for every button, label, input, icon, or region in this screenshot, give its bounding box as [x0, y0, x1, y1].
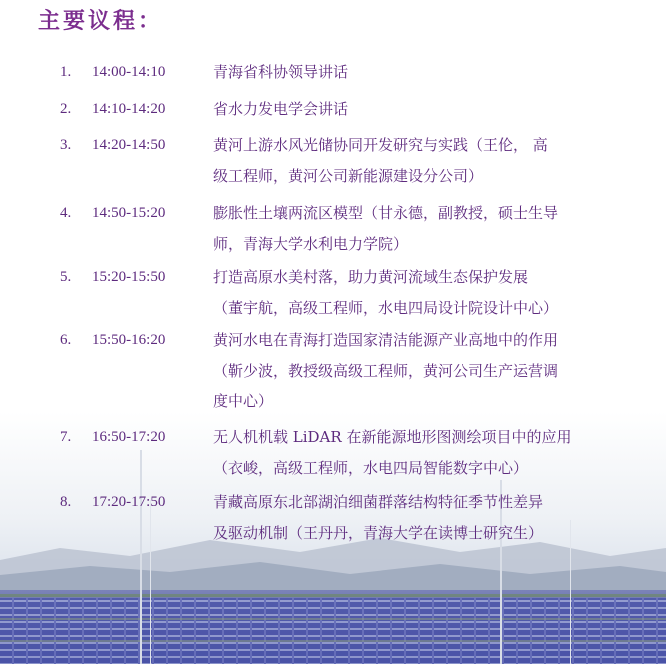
agenda-item-line: 省水力发电学会讲话 [213, 100, 349, 118]
agenda-item-time: 15:50-16:20 [92, 332, 166, 348]
agenda-item-line: 打造高原水美村落，助力黄河流域生态保护发展 [213, 268, 529, 286]
agenda-item-number: 5. [60, 269, 72, 285]
agenda-item-line: 黄河上游水风光储协同开发研究与实践（王伦， 高 [213, 136, 548, 154]
agenda-item-line: （衣峻，高级工程师，水电四局智能数字中心） [213, 459, 529, 477]
agenda-item-line: 及驱动机制（王丹丹，青海大学在读博士研究生） [213, 524, 544, 542]
agenda-item-line: 青藏高原东北部湖泊细菌群落结构特征季节性差异 [213, 493, 544, 511]
agenda-item-description [213, 133, 613, 191]
agenda-item-description [213, 490, 613, 548]
agenda-item-time: 14:00-14:10 [92, 64, 166, 80]
agenda-item-line: 无人机机载 LiDAR 在新能源地形图测绘项目中的应用 [213, 428, 572, 446]
agenda-item-line: （靳少波，教授级高级工程师，黄河公司生产运营调 [213, 362, 559, 380]
agenda-item-description [213, 97, 613, 125]
page-title: 主要议程： [38, 9, 164, 34]
agenda-item-description [213, 201, 613, 259]
agenda-item-description [213, 265, 613, 323]
agenda-item-number: 6. [60, 332, 72, 348]
agenda-item-number: 2. [60, 101, 72, 117]
agenda-item-line: 度中心） [213, 392, 274, 410]
agenda-item-number: 7. [60, 429, 72, 445]
agenda-item-description [213, 60, 613, 88]
agenda-item-number: 3. [60, 137, 72, 153]
agenda-item-line: 青海省科协领导讲话 [213, 63, 349, 81]
agenda-item-time: 14:10-14:20 [92, 101, 166, 117]
agenda-item-line: 级工程师，黄河公司新能源建设分公司） [213, 167, 484, 185]
agenda-item-description [213, 328, 613, 416]
agenda-item-time: 16:50-17:20 [92, 429, 166, 445]
agenda-item-line: 膨胀性土壤两流区模型（甘永德，副教授，硕士生导 [213, 204, 559, 222]
agenda-item-time: 14:50-15:20 [92, 205, 166, 221]
agenda-item-line: （董宇航，高级工程师，水电四局设计院设计中心） [213, 299, 559, 317]
agenda-item-number: 8. [60, 494, 72, 510]
agenda-item-line: 师，青海大学水利电力学院） [213, 235, 409, 253]
agenda-item-number: 1. [60, 64, 72, 80]
agenda-item-time: 15:20-15:50 [92, 269, 166, 285]
agenda-item-time: 14:20-14:50 [92, 137, 166, 153]
agenda-item-number: 4. [60, 205, 72, 221]
agenda-item-line: 黄河水电在青海打造国家清洁能源产业高地中的作用 [213, 331, 559, 349]
agenda-item-time: 17:20-17:50 [92, 494, 166, 510]
agenda-item-description [213, 425, 613, 483]
